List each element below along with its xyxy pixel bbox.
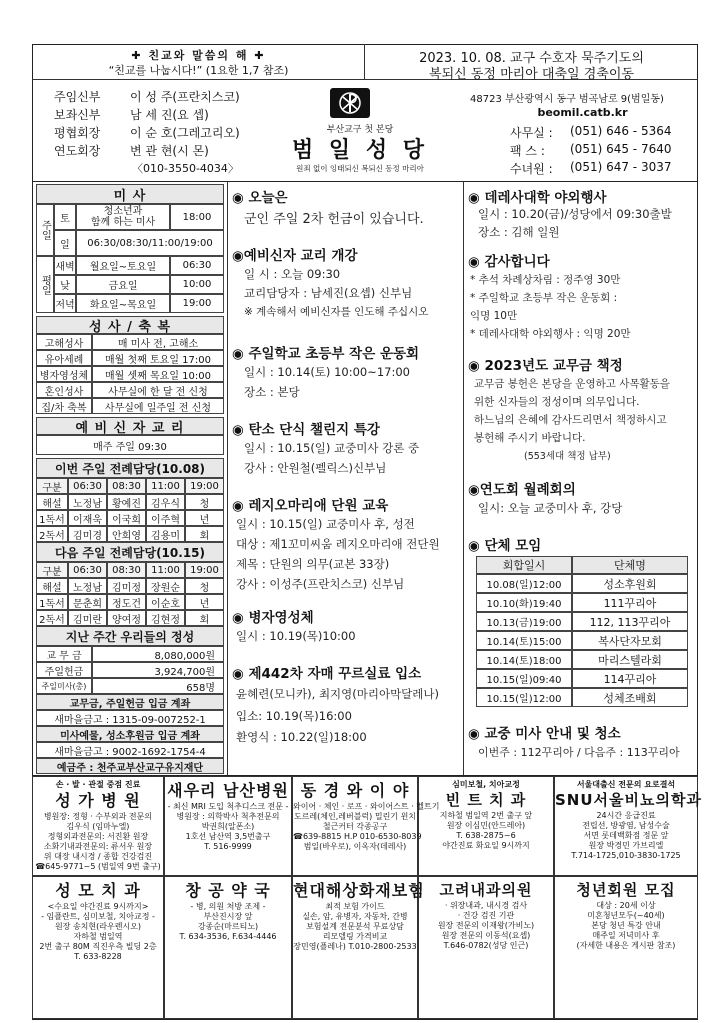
- group-name: 복사단자모회: [572, 631, 688, 650]
- ad-name: 새우리 남산병원: [167, 781, 289, 800]
- duty-cell: 11:00: [146, 478, 185, 494]
- mass-days: 월요일~토요일: [76, 256, 170, 275]
- day-times: 06:30/08:30/11:00/19:00: [76, 230, 224, 256]
- staff-name: 남 세 진(요 셉): [130, 108, 209, 122]
- staff-list: [40, 88, 280, 180]
- ad-line: 범일(바우로), 이옥자(데레사): [303, 842, 407, 851]
- duty-cell: 08:30: [107, 562, 146, 578]
- duty-cell: 김미정: [107, 578, 146, 594]
- legio-line: 강사 : 이성주(프란치스코) 신부님: [236, 577, 405, 591]
- duty-cell: 06:30: [68, 478, 107, 494]
- cursillo-line: 환영식 : 10.22(일)18:00: [236, 730, 367, 744]
- duty-cell: 노정남: [68, 578, 107, 594]
- duty-cell: 이순호: [146, 594, 185, 610]
- offering-value: 3,924,700원: [92, 662, 224, 678]
- ad-line: - 최신 MRI 도입 척추디스크 전문 -: [167, 802, 289, 811]
- ad-box: [292, 776, 440, 876]
- ad-line: 원장 송치현(라우렌시오): [54, 922, 142, 931]
- sacrament-info: 매월 첫째 토요일 17:00: [92, 350, 224, 366]
- ad-line: 미혼청년모두(~40세): [587, 910, 665, 920]
- catechism-line: 일 시 : 오늘 09:30: [244, 267, 341, 281]
- duty-cell: 청: [185, 578, 224, 594]
- ad-line: 와이어 · 체인 · 로프 · 와이어스트 · 벨트기: [293, 802, 440, 811]
- ad-box: [418, 876, 554, 1019]
- dues-line: 교무금 봉헌은 본당을 운영하고 사목활동을: [474, 378, 670, 390]
- teresa-title: ◉ 데레사대학 야외행사: [468, 190, 607, 206]
- duty-cell: 김미란: [68, 610, 107, 626]
- staff-name: 이 순 호(그레고리오): [130, 126, 240, 140]
- ad-line: - 병, 의원 처방 조제 -: [190, 902, 266, 911]
- ad-line: T.714-1725,010-3830-1725: [571, 850, 681, 860]
- dues-line: 봉헌해 주시기 바랍니다.: [474, 432, 586, 444]
- ad-line: 실손, 암, 유병자, 자동차, 간병: [302, 912, 408, 921]
- ad-line: 대상 : 20세 이상: [596, 900, 656, 910]
- carbon-fast-title: ◉ 탄소 단식 챌린지 특강: [232, 422, 380, 438]
- duty-cell: 11:00: [146, 562, 185, 578]
- yeondo-line: 일시: 오늘 교중미사 후, 강당: [478, 501, 623, 515]
- ad-line: 철근커터 각종공구: [322, 822, 388, 831]
- dues-line: (553세대 책정 납부): [524, 451, 611, 462]
- ad-box: [32, 776, 164, 876]
- duty-cell: 김용미: [146, 526, 185, 542]
- weekday-label: 평일: [36, 256, 54, 313]
- group-date: 10.14(토)15:00: [476, 631, 572, 650]
- yeondo-title: ◉연도회 월례회의: [468, 482, 576, 498]
- motto-title: ✚ 친교와 말씀의 해 ✚: [131, 49, 266, 62]
- cursillo-line: 입소: 10.19(목)16:00: [236, 709, 352, 723]
- duty-cell: 1독서: [36, 594, 68, 610]
- mass-days: 화요일~목요일: [76, 294, 170, 313]
- cursillo-line: 윤혜련(모니카), 최지영(마리아막달레나): [236, 687, 439, 701]
- account1-title: 교무금, 주일헌금 입금 계좌: [36, 694, 224, 710]
- ad-line: 병원장: 정형 · 수부외과 전문의: [43, 812, 153, 821]
- duty-cell: 08:30: [107, 478, 146, 494]
- sacraments-title: 성 사 / 축 복: [36, 316, 224, 334]
- thanks-line: * 주일학교 초등부 작은 운동회 :: [470, 292, 618, 304]
- duty-cell: 2독서: [36, 526, 68, 542]
- duty-cell: 정도건: [107, 594, 146, 610]
- sat-label: 토: [54, 204, 76, 230]
- duty-cell: 회: [185, 610, 224, 626]
- legio-title: ◉ 레지오마리애 단원 교육: [232, 498, 389, 514]
- ad-line: 원장 이심민(안드레아): [446, 820, 526, 830]
- ad-line: 정형외과전문의: 서진환 원장: [47, 832, 149, 841]
- mass-cleaning-text: 이번주 : 112꾸리아 / 다음주 : 113꾸리아: [478, 746, 680, 759]
- duty-cell: 문춘희: [68, 594, 107, 610]
- duty-cell: 구분: [36, 478, 68, 494]
- dues-title: ◉ 2023년도 교무금 책정: [468, 358, 623, 374]
- legio-line: 대상 : 제1꼬미씨움 레지오마리애 전단원: [236, 537, 440, 551]
- sacrament-kind: 병자영성체: [36, 366, 92, 382]
- duty-cell: 19:00: [185, 562, 224, 578]
- offering-value: 8,080,000원: [92, 646, 224, 662]
- ad-box: [164, 776, 292, 876]
- duty-next-title: 다음 주일 전례담당(10.15): [36, 542, 224, 562]
- thanks-line: * 데레사대학 야외행사 : 익명 20만: [470, 328, 631, 340]
- ad-line: 2번 출구 80M 직진우측 빌딩 2층: [39, 942, 157, 951]
- catechism-line: ※ 계속해서 예비신자를 인도해 주십시오: [244, 306, 429, 318]
- church-diocese: 부산교구 첫 본당: [326, 125, 394, 135]
- duty-cell: 양여정: [107, 610, 146, 626]
- duty-cell: 이주혁: [146, 510, 185, 526]
- ad-line: 야간진료 화요일 9시까지: [442, 840, 530, 850]
- staff-role: 주임신부: [54, 90, 101, 104]
- thanks-title: ◉ 감사합니다: [468, 254, 550, 270]
- ad-line: ☎639-8815 H.P 010-6530-8039: [293, 832, 422, 841]
- sacrament-info: 사무실에 일주일 전 신청: [92, 398, 224, 414]
- ad-box: [554, 876, 698, 1019]
- ad-line: 장민영(플레나) T.010-2800-2533: [293, 942, 417, 951]
- group-name: 114꾸리아: [572, 669, 688, 688]
- ad-line: · 건강 검진 기관: [457, 910, 515, 920]
- group-name: 112, 113꾸리아: [572, 612, 688, 631]
- ad-name: 창 공 약 국: [185, 881, 271, 900]
- staff-name: 변 관 현(시 몬): [130, 144, 209, 158]
- ad-line: 병원장 : 의학박사 척추전문의: [176, 812, 280, 821]
- account1: 새마을금고 : 1315-09-007252-1: [36, 710, 224, 726]
- ad-name: 성 모 치 과: [55, 881, 141, 900]
- church-address: 48723 부산광역시 동구 범곡남로 9(범일동): [470, 94, 664, 105]
- contact-label: 수녀원 :: [510, 162, 553, 176]
- staff-role: 평협회장: [54, 126, 101, 140]
- legio-line: 일시 : 10.15(일) 교중미사 후, 성전: [236, 517, 415, 531]
- ad-line: T. 633-8228: [74, 952, 122, 961]
- ad-line: 위 대장 내시경 / 종합 건강검진: [43, 852, 153, 861]
- sunday-label: 주일: [36, 204, 54, 256]
- ad-box: [164, 876, 292, 1019]
- duty-cell: 이재욱: [68, 510, 107, 526]
- duty-cell: 김미경: [68, 526, 107, 542]
- duty-cell: 이국희: [107, 510, 146, 526]
- feast-line: 복되신 동정 마리아 대축일 경축이동: [429, 67, 634, 82]
- group-name: 성소후원회: [572, 574, 688, 593]
- church-name: 범 일 성 당: [292, 138, 428, 163]
- duty-cell: 노정남: [68, 494, 107, 510]
- sat-time: 18:00: [170, 204, 224, 230]
- ad-line: 부산진시장 앞: [203, 912, 253, 921]
- mass-kind: 낮: [54, 275, 76, 294]
- duty-cell: 해설: [36, 494, 68, 510]
- contact-value: (051) 647 - 3037: [570, 160, 672, 174]
- teresa-line: 일시 : 10.20(금)/성당에서 09:30출발: [478, 207, 672, 221]
- offering-title: 지난 주간 우리들의 정성: [36, 626, 224, 646]
- catechism-title: ◉예비신자 교리 개강: [232, 248, 358, 264]
- sacrament-info: 매 미사 전, 고해소: [92, 334, 224, 350]
- group-date: 10.08(일)12:00: [476, 574, 572, 593]
- group-name: 111꾸리아: [572, 593, 688, 612]
- sacrament-kind: 유아세례: [36, 350, 92, 366]
- ad-line: <수요일 야간진료 9시까지>: [47, 902, 149, 911]
- group-date: 10.14(토)18:00: [476, 650, 572, 669]
- duty-cell: 19:00: [185, 478, 224, 494]
- duty-cell: 1독서: [36, 510, 68, 526]
- groups-head: 단체명: [572, 556, 688, 574]
- offering-kind: 주일헌금: [36, 662, 92, 678]
- motto-text: “친교를 나눕시다!” (1요한 1,7 참조): [108, 64, 289, 77]
- ad-line: 도르레(체인,레버블럭) 밀린기 윈치: [293, 812, 417, 821]
- date-line: 2023. 10. 08. 교구 수호자 묵주기도의: [419, 51, 644, 66]
- carbon-fast-line: 일시 : 10.15(일) 교중미사 강론 중: [244, 441, 420, 455]
- ad-line: 박권희(알폰소): [201, 822, 255, 831]
- duty-cell: 김현정: [146, 610, 185, 626]
- catechumen-title: 예 비 신 자 교 리: [36, 417, 224, 435]
- chi-rho-logo-icon: [330, 88, 370, 118]
- duty-cell: 회: [185, 526, 224, 542]
- ad-line: 매주일 저녁미사 후: [592, 930, 660, 940]
- sports-day-title: ◉ 주일학교 초등부 작은 운동회: [232, 346, 420, 362]
- staff-role: 보좌신부: [54, 108, 101, 122]
- ad-line: (자세한 내용은 게시판 참조): [576, 940, 676, 950]
- ad-line: 최적 보험 가이드: [325, 902, 385, 911]
- ad-name: 현대해상화재보험: [293, 881, 425, 900]
- col-divider: [463, 181, 464, 775]
- ad-line: 원장 전문의 이동석(요셉): [441, 930, 531, 940]
- motto-box: [32, 44, 365, 80]
- today-title: ◉ 오늘은: [232, 190, 288, 206]
- ad-line: 서면 롯데백화점 정문 앞: [583, 830, 669, 840]
- mass-time: 06:30: [170, 256, 224, 275]
- church-motto: 원죄 없이 잉태되신 복되신 동정 마리아: [296, 164, 424, 173]
- duty-cell: 청: [185, 494, 224, 510]
- ad-name: 청년회원 모집: [576, 881, 676, 899]
- feast-box: [365, 44, 698, 80]
- ad-line: 1호선 남산역 3,5번출구: [185, 832, 271, 841]
- sick-communion-line: 일시 : 10.19(목)10:00: [236, 629, 356, 643]
- ad-line: T. 516-9999: [204, 842, 252, 851]
- sacrament-kind: 혼인성사: [36, 382, 92, 398]
- group-date: 10.15(일)12:00: [476, 688, 572, 707]
- ad-box: [418, 776, 554, 876]
- duty-cell: 안희영: [107, 526, 146, 542]
- ad-top: 손 · 발 · 관절 중점 진료: [55, 780, 141, 789]
- duty-cell: 년: [185, 510, 224, 526]
- duty-cell: 2독서: [36, 610, 68, 626]
- dues-line: 위한 신자들의 정성이며 의무입니다.: [474, 396, 640, 408]
- sick-communion-title: ◉ 병자영성체: [232, 610, 314, 626]
- ad-line: 지하철 범일역 2번 출구 앞: [439, 810, 533, 820]
- legio-line: 제목 : 단원의 의무(교본 33장): [236, 557, 390, 571]
- ad-top: 서울대출신 전문의 요로결석: [576, 780, 676, 789]
- account2-title: 미사예물, 성소후원금 입금 계좌: [36, 726, 224, 742]
- ad-line: 자하철 범일역: [73, 932, 123, 941]
- offering-kind: 교 무 금: [36, 646, 92, 662]
- staff-phone: 〈010-3550-4034〉: [132, 162, 239, 175]
- group-name: 마리스텔라회: [572, 650, 688, 669]
- ad-box: [32, 876, 164, 1019]
- divider: [32, 181, 698, 182]
- sat-desc: 청소년과 함께 하는 미사: [76, 204, 170, 230]
- ad-line: · 위장내과, 내시경 검사: [444, 900, 528, 910]
- ad-line: 리모델링 가격비교: [322, 932, 388, 941]
- offering-value: 658명: [92, 678, 224, 694]
- ad-line: 전립선, 방광염, 남성수술: [582, 820, 670, 830]
- ad-line: 강종순(마르티노): [197, 922, 259, 931]
- duty-cell: 해설: [36, 578, 68, 594]
- groups-title: ◉ 단체 모임: [468, 538, 542, 554]
- contact-label: 팩 스 :: [510, 144, 545, 158]
- sports-day-line: 장소 : 본당: [244, 385, 300, 399]
- catechumen-text: 매주 주일 09:30: [36, 435, 224, 455]
- ad-line: - 임플란트, 심미보철, 치아교정 -: [41, 912, 155, 921]
- mass-time: 19:00: [170, 294, 224, 313]
- offering-kind: 주일미사(총): [36, 678, 92, 694]
- thanks-line: * 추석 차례상차림 : 정주영 30만: [470, 274, 621, 286]
- sports-day-line: 일시 : 10.14(토) 10:00~17:00: [244, 365, 410, 379]
- ad-line: 보험설계 전문분석 무료상담: [306, 922, 404, 931]
- catechism-line: 교리담당자 : 남세진(요셉) 신부님: [244, 286, 413, 300]
- dues-line: 하느님의 은혜에 감사드리면서 책정하시고: [474, 414, 667, 426]
- church-website[interactable]: beomil.catb.kr: [537, 106, 628, 119]
- duty-cell: 06:30: [68, 562, 107, 578]
- staff-role: 연도회장: [54, 144, 101, 158]
- duty-cell: 김우식: [146, 494, 185, 510]
- ad-box: [554, 776, 702, 876]
- sacrament-info: 매월 셋째 목요일 10:00: [92, 366, 224, 382]
- mass-days: 금요일: [76, 275, 170, 294]
- contact-value: (051) 645 - 7640: [570, 142, 672, 156]
- ad-name: SNU서울비뇨의학과: [555, 791, 702, 809]
- day-label: 일: [54, 230, 76, 256]
- mass-kind: 저녁: [54, 294, 76, 313]
- today-text: 군인 주일 2차 헌금이 있습니다.: [244, 212, 424, 227]
- mass-time: 10:00: [170, 275, 224, 294]
- col-divider: [227, 181, 228, 775]
- ad-box: [292, 876, 425, 1019]
- thanks-line: 익명 10만: [470, 310, 518, 322]
- ad-line: 본당 청년 특강 안내: [591, 920, 661, 930]
- group-date: 10.15(일)09:40: [476, 669, 572, 688]
- ad-name: 고려내과의원: [439, 881, 533, 899]
- duty-this-title: 이번 주일 전례담당(10.08): [36, 458, 224, 478]
- group-date: 10.10(화)19:40: [476, 593, 572, 612]
- cursillo-title: ◉ 제442차 자매 꾸르실료 입소: [232, 666, 422, 682]
- ad-line: 24시간 응급진료: [596, 810, 656, 820]
- ad-name: 동 경 와 이 야: [300, 781, 410, 800]
- sacrament-kind: 집/차 축복: [36, 398, 92, 414]
- mass-kind: 새벽: [54, 256, 76, 275]
- staff-name: 이 성 주(프란치스코): [130, 90, 240, 104]
- ad-line: 원장 박경민 가브리엘: [588, 840, 664, 850]
- sacrament-kind: 고해성사: [36, 334, 92, 350]
- ad-name: 빈 트 치 과: [445, 791, 527, 809]
- duty-cell: 장원순: [146, 578, 185, 594]
- mass-title: 미 사: [36, 184, 224, 204]
- account-holder: 예금주 : 천주교부산교구유지재단: [36, 758, 224, 774]
- group-name: 성체조배회: [572, 688, 688, 707]
- duty-cell: 년: [185, 594, 224, 610]
- sacrament-info: 사무실에 한 달 전 신청: [92, 382, 224, 398]
- ad-line: T. 638-2875~6: [456, 830, 516, 840]
- ad-line: T. 634-3536, F.634-4446: [179, 932, 277, 941]
- account2: 새마을금고 : 9002-1692-1754-4: [36, 742, 224, 758]
- duty-cell: 황예진: [107, 494, 146, 510]
- group-date: 10.13(금)19:00: [476, 612, 572, 631]
- ad-line: 원장 전문의 이재왕(가비노): [437, 920, 535, 930]
- ad-name: 성 가 병 원: [55, 791, 141, 810]
- ad-line: T.646-0782(성당 인근): [443, 940, 529, 950]
- carbon-fast-line: 강사 : 안원철(펠릭스)신부님: [244, 461, 387, 475]
- ad-top: 심미보철, 치아교정: [452, 780, 520, 789]
- ad-line: 소화기내과전문의: 류서우 원장: [43, 842, 153, 851]
- duty-cell: 구분: [36, 562, 68, 578]
- contact-label: 사무실 :: [510, 126, 553, 140]
- contact-value: (051) 646 - 5364: [570, 124, 672, 138]
- ad-line: 김우식 (임마누엘): [66, 822, 130, 831]
- teresa-line: 장소 : 김해 일원: [478, 225, 560, 239]
- mass-cleaning-title: ◉ 교중 미사 안내 및 청소: [468, 726, 621, 742]
- ad-line: ☎645-9771~5 (범일역 9번 출구): [35, 862, 161, 871]
- groups-head: 회합일시: [476, 556, 572, 574]
